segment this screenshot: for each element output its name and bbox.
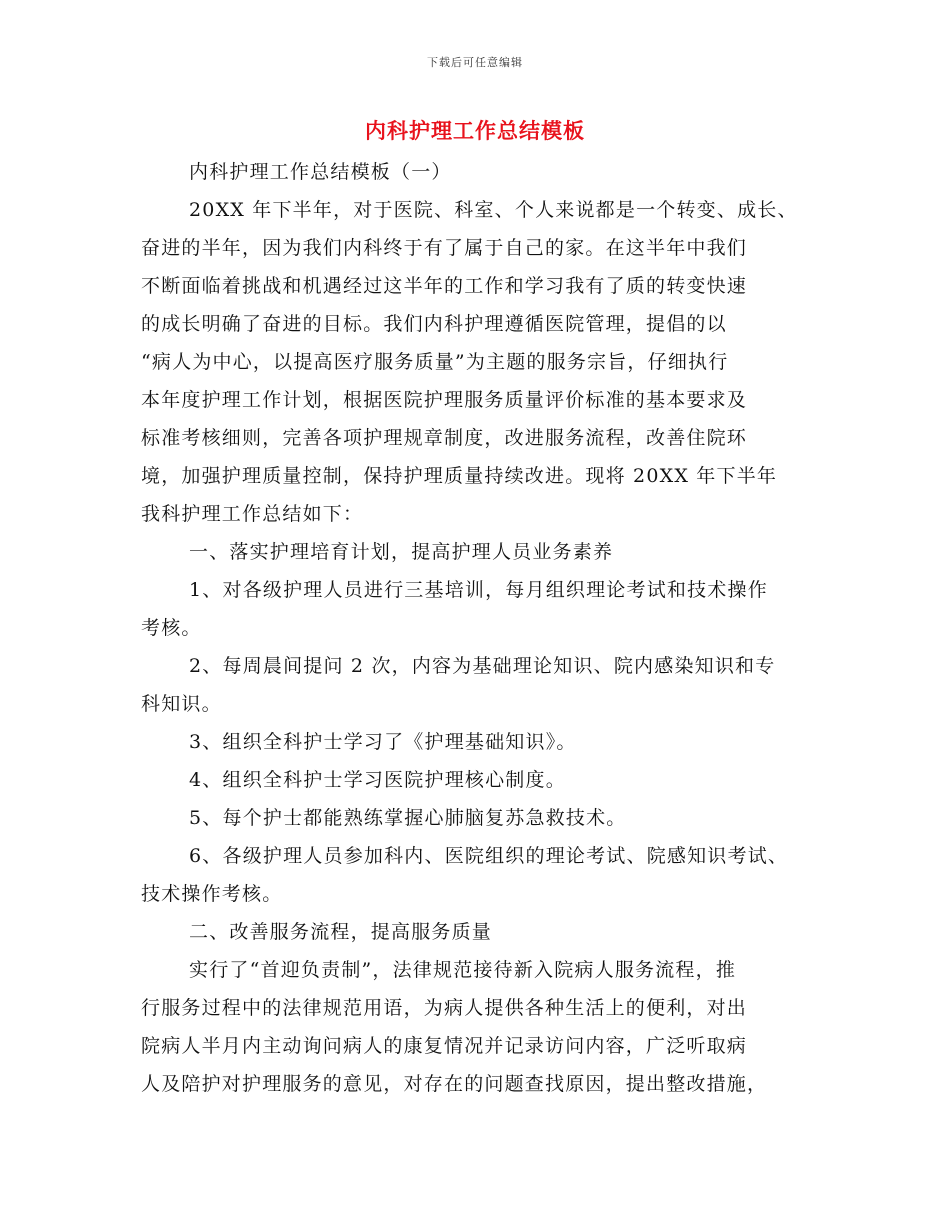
paragraph-line: 4、组织全科护士学习医院护理核心制度。 (189, 769, 566, 791)
paragraph-line: 2、每周晨间提问 2 次，内容为基础理论知识、院内感染知识和专 (189, 655, 776, 677)
paragraph-line: 6、各级护理人员参加科内、医院组织的理论考试、院感知识考试、 (189, 845, 789, 867)
paragraph-line: 20XX 年下半年，对于医院、科室、个人来说都是一个转变、成长、 (189, 199, 798, 221)
header-note: 下载后可任意编辑 (427, 56, 523, 69)
paragraph-line: 实行了“首迎负责制”，法律规范接待新入院病人服务流程，推 (189, 959, 737, 981)
paragraph-line: 本年度护理工作计划，根据医院护理服务质量评价标准的基本要求及 (141, 389, 748, 411)
paragraph-line: 3、组织全科护士学习了《护理基础知识》。 (189, 731, 577, 753)
paragraph-line: 考核。 (141, 617, 202, 639)
paragraph-line: 的成长明确了奋进的目标。我们内科护理遵循医院管理，提倡的以 (141, 313, 727, 335)
paragraph-line: 行服务过程中的法律规范用语，为病人提供各种生活上的便利，对出 (141, 997, 748, 1019)
paragraph-line: 二、改善服务流程，提高服务质量 (189, 921, 493, 943)
paragraph-line: 一、落实护理培育计划，提高护理人员业务素养 (189, 541, 614, 563)
paragraph-line: 技术操作考核。 (141, 883, 283, 905)
paragraph-line: 科知识。 (141, 693, 222, 715)
paragraph-line: 标准考核细则，完善各项护理规章制度，改进服务流程，改善住院环 (141, 427, 748, 449)
paragraph-line: “病人为中心，以提高医疗服务质量”为主题的服务宗旨，仔细执行 (141, 351, 729, 373)
paragraph-line: 境，加强护理质量控制，保持护理质量持续改进。现将 20XX 年下半年 (141, 465, 778, 487)
paragraph-line: 人及陪护对护理服务的意见，对存在的问题查找原因，提出整改措施， (141, 1073, 768, 1095)
paragraph-line: 院病人半月内主动询问病人的康复情况并记录访问内容，广泛听取病 (141, 1035, 748, 1057)
paragraph-line: 不断面临着挑战和机遇经过这半年的工作和学习我有了质的转变快速 (141, 275, 748, 297)
paragraph-line: 我科护理工作总结如下： (141, 503, 364, 525)
paragraph-line: 1、对各级护理人员进行三基培训，每月组织理论考试和技术操作 (189, 579, 768, 601)
paragraph-line: 内科护理工作总结模板（一） (189, 161, 452, 183)
paragraph-line: 奋进的半年，因为我们内科终于有了属于自己的家。在这半年中我们 (141, 237, 748, 259)
paragraph-line: 5、每个护士都能熟练掌握心肺脑复苏急救技术。 (189, 807, 627, 829)
document-title: 内科护理工作总结模板 (365, 118, 585, 143)
document-body (141, 153, 831, 1103)
